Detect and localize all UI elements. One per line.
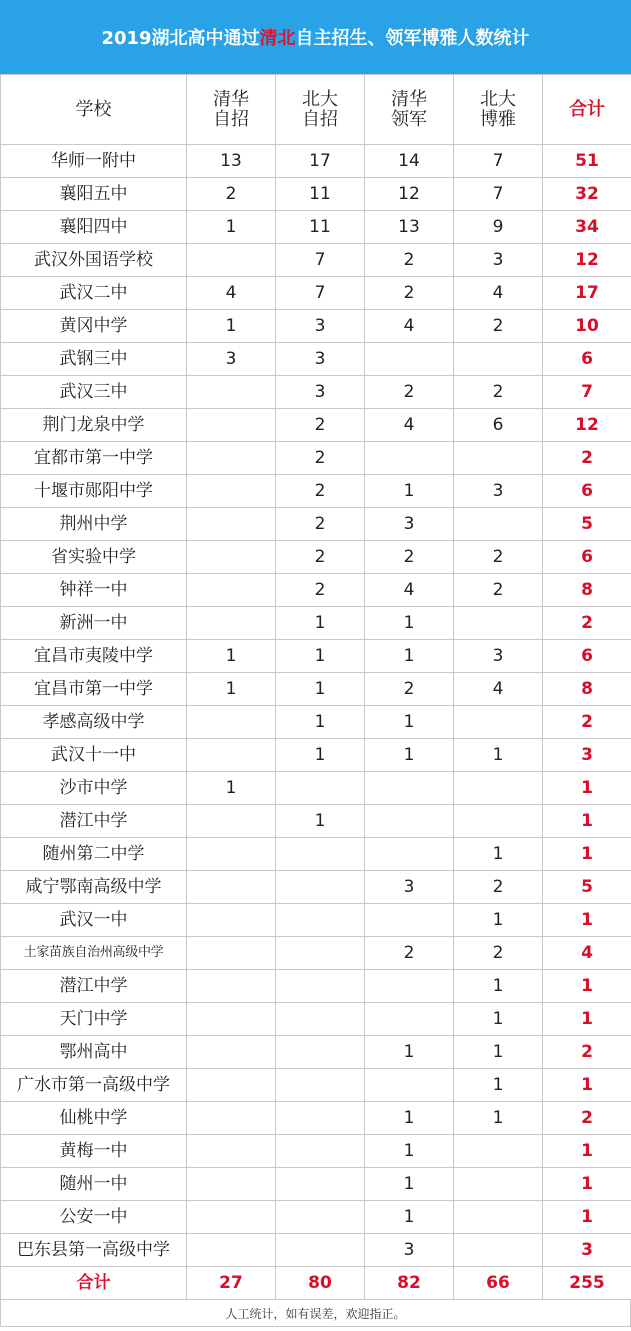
qinghua-lingjun-cell: 2 [365, 244, 454, 277]
qinghua-zizhao-cell [187, 1003, 276, 1036]
qinghua-lingjun-cell: 2 [365, 673, 454, 706]
beida-zizhao-cell: 11 [276, 211, 365, 244]
total-cell: 2 [543, 607, 631, 640]
beida-boya-cell: 9 [454, 211, 543, 244]
total-cell: 6 [543, 343, 631, 376]
qinghua-zizhao-cell [187, 1234, 276, 1267]
beida-zizhao-cell: 11 [276, 178, 365, 211]
total-cell: 12 [543, 244, 631, 277]
beida-boya-cell [454, 442, 543, 475]
school-name: 武汉十一中 [1, 739, 187, 772]
qinghua-lingjun-cell: 3 [365, 1234, 454, 1267]
total-cell: 1 [543, 1003, 631, 1036]
table-row [1, 772, 631, 805]
school-name: 广水市第一高级中学 [1, 1069, 187, 1102]
beida-boya-cell: 6 [454, 409, 543, 442]
school-name: 随州第二中学 [1, 838, 187, 871]
qinghua-zizhao-cell [187, 607, 276, 640]
school-name: 荆门龙泉中学 [1, 409, 187, 442]
beida-boya-cell [454, 772, 543, 805]
qinghua-lingjun-cell: 1 [365, 1168, 454, 1201]
qinghua-zizhao-cell: 1 [187, 772, 276, 805]
school-name: 巴东县第一高级中学 [1, 1234, 187, 1267]
qinghua-zizhao-cell: 2 [187, 178, 276, 211]
qinghua-lingjun-cell [365, 805, 454, 838]
total-cell: 7 [543, 376, 631, 409]
school-name: 新洲一中 [1, 607, 187, 640]
qinghua-lingjun-cell: 1 [365, 640, 454, 673]
school-name: 钟祥一中 [1, 574, 187, 607]
stats-table [0, 74, 631, 1300]
qinghua-zizhao-cell [187, 904, 276, 937]
beida-zizhao-cell: 2 [276, 541, 365, 574]
school-name: 武汉三中 [1, 376, 187, 409]
beida-zizhao-cell: 2 [276, 574, 365, 607]
sum-qinghua-zizhao: 27 [187, 1267, 276, 1300]
beida-boya-cell: 2 [454, 574, 543, 607]
beida-boya-cell: 2 [454, 541, 543, 574]
school-name: 随州一中 [1, 1168, 187, 1201]
school-name: 咸宁鄂南高级中学 [1, 871, 187, 904]
qinghua-zizhao-cell [187, 838, 276, 871]
school-name: 襄阳五中 [1, 178, 187, 211]
school-name: 十堰市郧阳中学 [1, 475, 187, 508]
beida-boya-cell: 7 [454, 145, 543, 178]
qinghua-lingjun-cell: 1 [365, 607, 454, 640]
header-beida-boya: 北大 博雅 [454, 75, 543, 145]
total-cell: 12 [543, 409, 631, 442]
total-cell: 1 [543, 805, 631, 838]
table-header-row [1, 75, 631, 145]
header-total: 合计 [543, 75, 631, 145]
beida-boya-cell: 4 [454, 277, 543, 310]
beida-zizhao-cell [276, 1234, 365, 1267]
beida-boya-cell: 3 [454, 640, 543, 673]
beida-boya-cell [454, 1135, 543, 1168]
table-row [1, 904, 631, 937]
table-row [1, 508, 631, 541]
qinghua-zizhao-cell [187, 970, 276, 1003]
beida-boya-cell: 2 [454, 310, 543, 343]
table-row [1, 574, 631, 607]
beida-zizhao-cell [276, 937, 365, 970]
qinghua-zizhao-cell: 1 [187, 640, 276, 673]
sum-row [1, 1267, 631, 1300]
total-cell: 51 [543, 145, 631, 178]
total-cell: 1 [543, 1168, 631, 1201]
beida-zizhao-cell: 1 [276, 706, 365, 739]
total-cell: 5 [543, 871, 631, 904]
table-row [1, 1069, 631, 1102]
school-name: 黄冈中学 [1, 310, 187, 343]
beida-boya-cell: 1 [454, 904, 543, 937]
qinghua-zizhao-cell [187, 706, 276, 739]
qinghua-zizhao-cell [187, 409, 276, 442]
qinghua-zizhao-cell [187, 1036, 276, 1069]
qinghua-zizhao-cell: 1 [187, 211, 276, 244]
qinghua-zizhao-cell [187, 739, 276, 772]
school-name: 宜昌市第一中学 [1, 673, 187, 706]
total-cell: 1 [543, 1135, 631, 1168]
total-cell: 2 [543, 1036, 631, 1069]
qinghua-lingjun-cell: 4 [365, 574, 454, 607]
beida-boya-cell: 4 [454, 673, 543, 706]
school-name: 潜江中学 [1, 970, 187, 1003]
table-row [1, 970, 631, 1003]
school-name: 华师一附中 [1, 145, 187, 178]
total-cell: 1 [543, 1069, 631, 1102]
qinghua-zizhao-cell [187, 1069, 276, 1102]
qinghua-zizhao-cell: 4 [187, 277, 276, 310]
beida-zizhao-cell: 3 [276, 343, 365, 376]
table-row [1, 1201, 631, 1234]
beida-zizhao-cell: 3 [276, 310, 365, 343]
table-row [1, 376, 631, 409]
total-cell: 1 [543, 772, 631, 805]
beida-boya-cell: 1 [454, 1003, 543, 1036]
total-cell: 6 [543, 475, 631, 508]
sum-beida-zizhao: 80 [276, 1267, 365, 1300]
school-name: 武汉二中 [1, 277, 187, 310]
school-name: 沙市中学 [1, 772, 187, 805]
sum-beida-boya: 66 [454, 1267, 543, 1300]
total-cell: 8 [543, 574, 631, 607]
qinghua-lingjun-cell [365, 970, 454, 1003]
school-name: 潜江中学 [1, 805, 187, 838]
qinghua-zizhao-cell [187, 541, 276, 574]
title-highlight: 清北 [259, 28, 296, 49]
table-row [1, 706, 631, 739]
beida-zizhao-cell [276, 1102, 365, 1135]
beida-zizhao-cell: 7 [276, 244, 365, 277]
footer-note: 人工统计，如有误差，欢迎指正。 [0, 1300, 631, 1327]
table-row [1, 1102, 631, 1135]
qinghua-lingjun-cell [365, 1069, 454, 1102]
table-row [1, 244, 631, 277]
total-cell: 1 [543, 970, 631, 1003]
table-row [1, 343, 631, 376]
qinghua-zizhao-cell [187, 376, 276, 409]
qinghua-lingjun-cell: 1 [365, 1102, 454, 1135]
beida-zizhao-cell [276, 1201, 365, 1234]
beida-boya-cell: 3 [454, 475, 543, 508]
table-row [1, 1234, 631, 1267]
school-name: 土家苗族自治州高级中学 [1, 937, 187, 970]
school-name: 仙桃中学 [1, 1102, 187, 1135]
school-name: 武汉外国语学校 [1, 244, 187, 277]
beida-zizhao-cell [276, 772, 365, 805]
qinghua-zizhao-cell [187, 1168, 276, 1201]
qinghua-zizhao-cell [187, 508, 276, 541]
table-row [1, 1003, 631, 1036]
sum-label: 合计 [1, 1267, 187, 1300]
total-cell: 8 [543, 673, 631, 706]
qinghua-zizhao-cell [187, 937, 276, 970]
beida-boya-cell: 2 [454, 376, 543, 409]
qinghua-zizhao-cell: 3 [187, 343, 276, 376]
beida-boya-cell: 1 [454, 970, 543, 1003]
school-name: 襄阳四中 [1, 211, 187, 244]
beida-boya-cell [454, 1201, 543, 1234]
beida-boya-cell: 1 [454, 1069, 543, 1102]
school-name: 武汉一中 [1, 904, 187, 937]
qinghua-lingjun-cell: 14 [365, 145, 454, 178]
total-cell: 2 [543, 706, 631, 739]
table-row [1, 277, 631, 310]
beida-boya-cell: 3 [454, 244, 543, 277]
total-cell: 10 [543, 310, 631, 343]
table-body [1, 145, 631, 1267]
beida-boya-cell: 7 [454, 178, 543, 211]
beida-boya-cell [454, 805, 543, 838]
qinghua-lingjun-cell: 4 [365, 310, 454, 343]
beida-boya-cell [454, 1168, 543, 1201]
qinghua-zizhao-cell [187, 1102, 276, 1135]
total-cell: 5 [543, 508, 631, 541]
qinghua-lingjun-cell: 1 [365, 1036, 454, 1069]
total-cell: 32 [543, 178, 631, 211]
total-cell: 1 [543, 904, 631, 937]
qinghua-zizhao-cell: 1 [187, 673, 276, 706]
table-row [1, 607, 631, 640]
total-cell: 3 [543, 1234, 631, 1267]
beida-zizhao-cell: 1 [276, 739, 365, 772]
beida-zizhao-cell [276, 1036, 365, 1069]
beida-zizhao-cell [276, 904, 365, 937]
total-cell: 17 [543, 277, 631, 310]
beida-zizhao-cell: 2 [276, 409, 365, 442]
table-row [1, 475, 631, 508]
qinghua-lingjun-cell: 12 [365, 178, 454, 211]
beida-zizhao-cell [276, 970, 365, 1003]
beida-zizhao-cell [276, 838, 365, 871]
qinghua-lingjun-cell: 4 [365, 409, 454, 442]
header-beida-zizhao: 北大 自招 [276, 75, 365, 145]
qinghua-zizhao-cell: 13 [187, 145, 276, 178]
table-row [1, 937, 631, 970]
qinghua-lingjun-cell: 2 [365, 277, 454, 310]
qinghua-lingjun-cell [365, 442, 454, 475]
beida-boya-cell: 1 [454, 1036, 543, 1069]
table-row [1, 805, 631, 838]
beida-zizhao-cell: 2 [276, 475, 365, 508]
table-row [1, 1135, 631, 1168]
beida-zizhao-cell: 1 [276, 673, 365, 706]
beida-boya-cell: 1 [454, 739, 543, 772]
qinghua-zizhao-cell: 1 [187, 310, 276, 343]
sum-qinghua-lingjun: 82 [365, 1267, 454, 1300]
qinghua-zizhao-cell [187, 1135, 276, 1168]
qinghua-lingjun-cell: 3 [365, 871, 454, 904]
table-row [1, 442, 631, 475]
table-row [1, 310, 631, 343]
title-prefix: 2019湖北高中通过 [101, 28, 260, 49]
beida-boya-cell [454, 508, 543, 541]
qinghua-zizhao-cell [187, 442, 276, 475]
total-cell: 1 [543, 1201, 631, 1234]
beida-boya-cell: 1 [454, 838, 543, 871]
total-cell: 2 [543, 1102, 631, 1135]
beida-boya-cell [454, 706, 543, 739]
total-cell: 6 [543, 640, 631, 673]
beida-zizhao-cell [276, 871, 365, 904]
qinghua-lingjun-cell [365, 343, 454, 376]
qinghua-lingjun-cell [365, 1003, 454, 1036]
total-cell: 3 [543, 739, 631, 772]
table-row [1, 1036, 631, 1069]
beida-boya-cell: 2 [454, 937, 543, 970]
school-name: 武钢三中 [1, 343, 187, 376]
beida-zizhao-cell: 2 [276, 508, 365, 541]
qinghua-zizhao-cell [187, 805, 276, 838]
beida-boya-cell: 2 [454, 871, 543, 904]
beida-boya-cell [454, 1234, 543, 1267]
qinghua-lingjun-cell: 1 [365, 706, 454, 739]
sum-total: 255 [543, 1267, 631, 1300]
table-row [1, 409, 631, 442]
school-name: 公安一中 [1, 1201, 187, 1234]
table-row [1, 178, 631, 211]
beida-zizhao-cell [276, 1135, 365, 1168]
qinghua-lingjun-cell: 1 [365, 1135, 454, 1168]
table-row [1, 640, 631, 673]
beida-boya-cell [454, 607, 543, 640]
beida-zizhao-cell: 3 [276, 376, 365, 409]
beida-zizhao-cell [276, 1069, 365, 1102]
total-cell: 6 [543, 541, 631, 574]
qinghua-zizhao-cell [187, 244, 276, 277]
qinghua-lingjun-cell: 1 [365, 1201, 454, 1234]
qinghua-lingjun-cell: 2 [365, 937, 454, 970]
qinghua-zizhao-cell [187, 574, 276, 607]
beida-zizhao-cell: 2 [276, 442, 365, 475]
qinghua-lingjun-cell: 2 [365, 541, 454, 574]
qinghua-lingjun-cell: 3 [365, 508, 454, 541]
header-qinghua-lingjun: 清华 领军 [365, 75, 454, 145]
school-name: 黄梅一中 [1, 1135, 187, 1168]
table-row [1, 211, 631, 244]
qinghua-lingjun-cell: 2 [365, 376, 454, 409]
qinghua-zizhao-cell [187, 871, 276, 904]
qinghua-zizhao-cell [187, 475, 276, 508]
school-name: 荆州中学 [1, 508, 187, 541]
header-qinghua-zizhao: 清华 自招 [187, 75, 276, 145]
school-name: 宜都市第一中学 [1, 442, 187, 475]
beida-zizhao-cell [276, 1168, 365, 1201]
table-row [1, 739, 631, 772]
beida-zizhao-cell: 7 [276, 277, 365, 310]
total-cell: 2 [543, 442, 631, 475]
table-row [1, 871, 631, 904]
qinghua-lingjun-cell [365, 772, 454, 805]
school-name: 鄂州高中 [1, 1036, 187, 1069]
qinghua-zizhao-cell [187, 1201, 276, 1234]
title-suffix: 自主招生、领军博雅人数统计 [295, 28, 530, 49]
beida-zizhao-cell: 1 [276, 640, 365, 673]
beida-boya-cell [454, 343, 543, 376]
qinghua-lingjun-cell: 13 [365, 211, 454, 244]
school-name: 孝感高级中学 [1, 706, 187, 739]
school-name: 宜昌市夷陵中学 [1, 640, 187, 673]
beida-zizhao-cell [276, 1003, 365, 1036]
table-row [1, 1168, 631, 1201]
total-cell: 34 [543, 211, 631, 244]
total-cell: 1 [543, 838, 631, 871]
total-cell: 4 [543, 937, 631, 970]
page-title [0, 0, 631, 74]
beida-zizhao-cell: 1 [276, 607, 365, 640]
qinghua-lingjun-cell [365, 838, 454, 871]
table-row [1, 145, 631, 178]
table-row [1, 838, 631, 871]
beida-boya-cell: 1 [454, 1102, 543, 1135]
school-name: 天门中学 [1, 1003, 187, 1036]
beida-zizhao-cell: 1 [276, 805, 365, 838]
table-row [1, 541, 631, 574]
header-school: 学校 [1, 75, 187, 145]
qinghua-lingjun-cell: 1 [365, 475, 454, 508]
beida-zizhao-cell: 17 [276, 145, 365, 178]
qinghua-lingjun-cell [365, 904, 454, 937]
table-row [1, 673, 631, 706]
qinghua-lingjun-cell: 1 [365, 739, 454, 772]
school-name: 省实验中学 [1, 541, 187, 574]
